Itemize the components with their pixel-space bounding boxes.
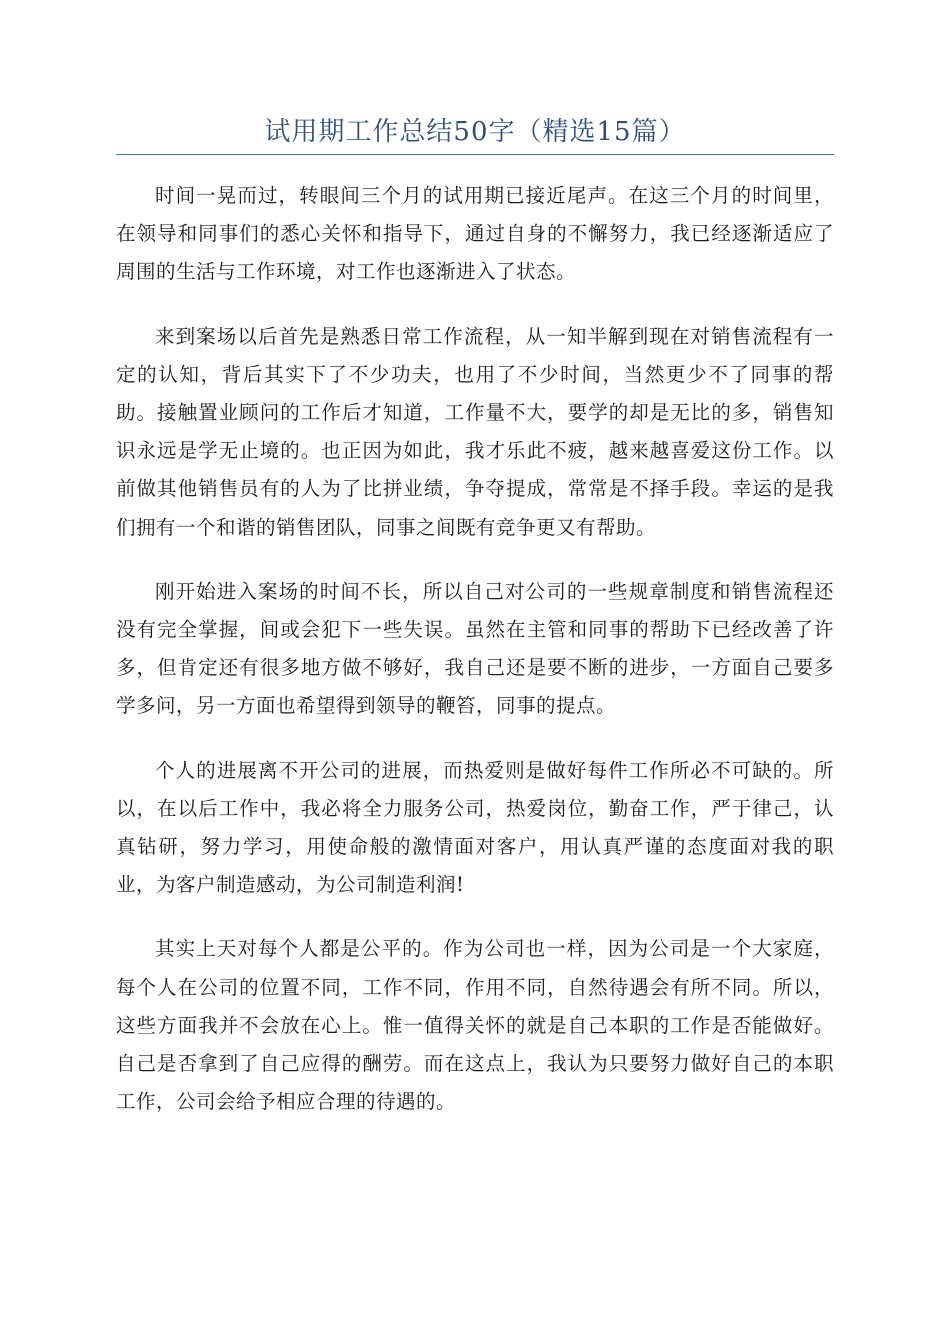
paragraph-2: 来到案场以后首先是熟悉日常工作流程，从一知半解到现在对销售流程有一定的认知，背后其实下了不少功夫，也用了不少时间，当然更少不了同事的帮助。接触置业顾问的工作后才知道，工作量不大，要学的却是无比的多，销售知识永远是学无止境的。也正因为如此，我才乐此不疲，越来越喜爱这份工作。以前做其他销售员有的人为了比拼业绩，争夺提成，常常是不择手段。幸运的是我们拥有一个和谐的销售团队，同事之间既有竞争更又有帮助。 — [116, 324, 834, 539]
paragraph-5: 其实上天对每个人都是公平的。作为公司也一样，因为公司是一个大家庭，每个人在公司的位置不同，工作不同，作用不同，自然待遇会有所不同。所以，这些方面我并不会放在心上。惟一值得关怀的就是自己本职的工作是否能做好。自己是否拿到了自己应得的酬劳。而在这点上，我认为只要努力做好自己的本职工作，公司会给予相应合理的待遇的。 — [116, 937, 834, 1114]
paragraph-3: 刚开始进入案场的时间不长，所以自己对公司的一些规章制度和销售流程还没有完全掌握，间或会犯下一些失误。虽然在主管和同事的帮助下已经改善了许多，但肯定还有很多地方做不够好，我自己还是要不断的进步，一方面自己要多学多问，另一方面也希望得到领导的鞭笞，同事的提点。 — [116, 579, 834, 718]
document-body — [116, 177, 834, 1121]
paragraph-4: 个人的进展离不开公司的进展，而热爱则是做好每件工作所必不可缺的。所以，在以后工作中，我必将全力服务公司，热爱岗位，勤奋工作，严于律己，认真钻研，努力学习，用使命般的激情面对客户，用认真严谨的态度面对我的职业，为客户制造感动，为公司制造利润! — [116, 758, 834, 897]
paragraph-1: 时间一晃而过，转眼间三个月的试用期已接近尾声。在这三个月的时间里，在领导和同事们的悉心关怀和指导下，通过自身的不懈努力，我已经逐渐适应了周围的生活与工作环境，对工作也逐渐进入了状态。 — [116, 184, 834, 284]
document-page — [116, 112, 834, 1147]
document-title: 试用期工作总结50字（精选15篇） — [116, 112, 834, 155]
